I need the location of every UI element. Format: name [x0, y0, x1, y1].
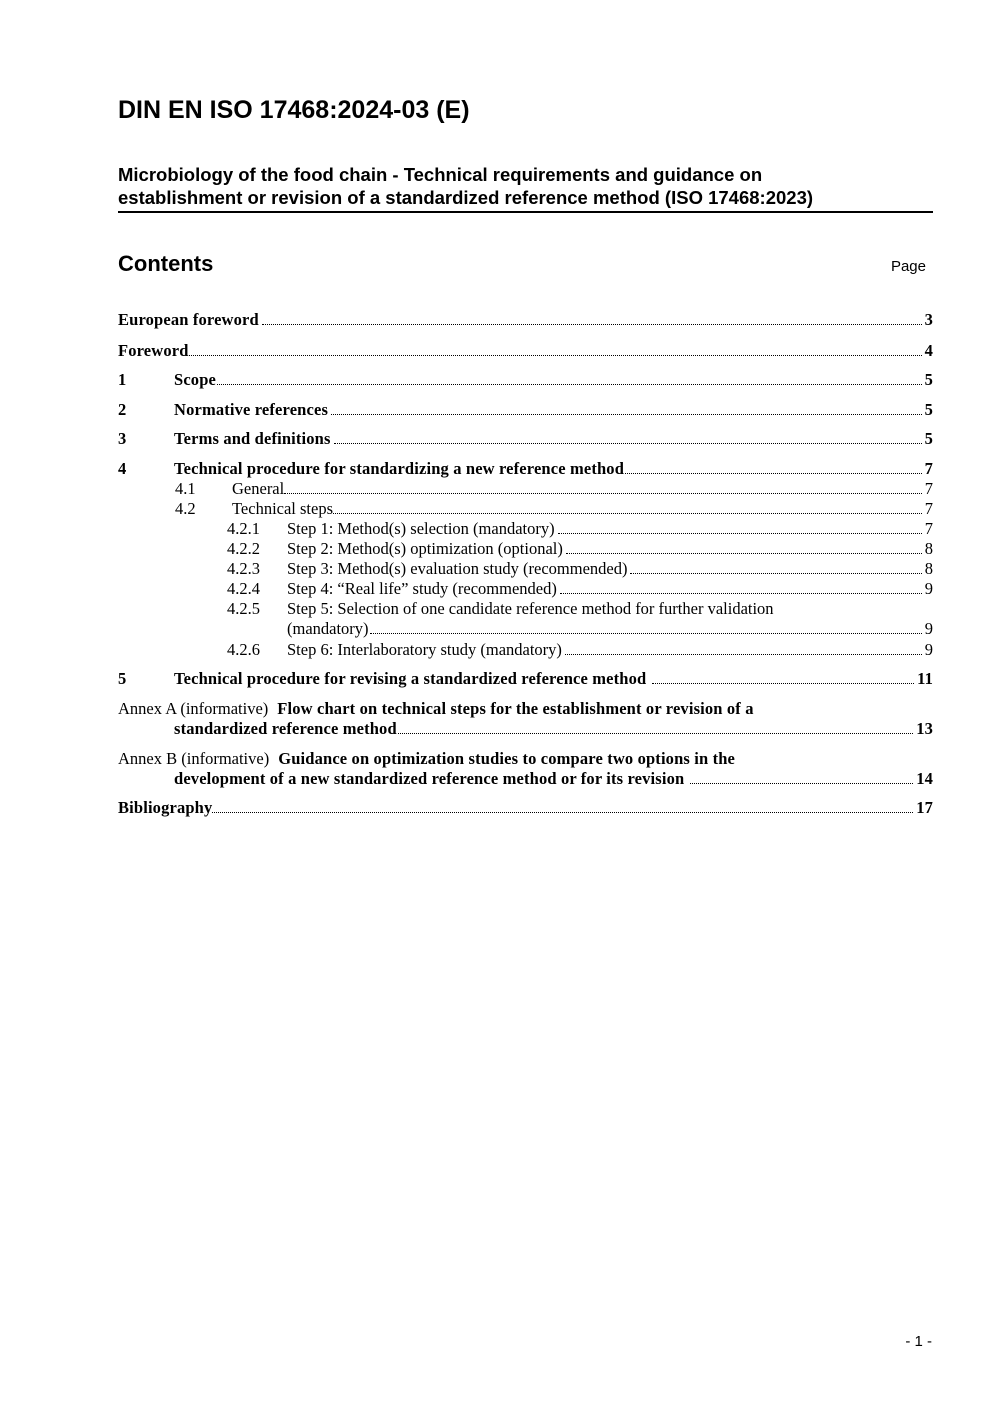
toc-entry-4-2-1[interactable] [118, 519, 933, 539]
toc-title: General [232, 479, 285, 498]
toc-page-number: 14 [916, 769, 933, 788]
toc-leader [398, 733, 913, 734]
toc-title: Foreword [118, 341, 189, 360]
toc-leader [630, 573, 921, 574]
toc-leader [565, 654, 922, 655]
toc-page-number: 4 [924, 341, 933, 360]
toc-leader [189, 355, 922, 356]
toc-number: 4.2.5 [227, 599, 260, 618]
annex-label: Annex A (informative) [118, 699, 269, 718]
toc-entry-4-2[interactable] [118, 499, 933, 519]
contents-heading: Contents [118, 251, 214, 276]
toc-number: 4.2 [175, 499, 196, 518]
toc-entry-4-2-3[interactable] [118, 559, 933, 579]
toc-title: Technical procedure for revising a standardized reference method [174, 669, 647, 688]
toc-number: 4.2.6 [227, 640, 260, 659]
toc-title-line-2: standardized reference method [174, 719, 397, 738]
toc-entry-4-2-2[interactable] [118, 539, 933, 559]
toc-entry-annex-a[interactable] [118, 699, 933, 719]
toc-leader [212, 812, 913, 813]
toc-page-number: 9 [924, 640, 933, 659]
toc-entry-4-2-5-continued[interactable] [118, 619, 933, 639]
toc-leader [558, 533, 922, 534]
toc-title: Step 4: “Real life” study (recommended) [287, 579, 557, 598]
toc-number: 2 [118, 400, 127, 419]
toc-leader [690, 783, 913, 784]
toc-entry-clause-4[interactable] [118, 459, 933, 479]
toc-page-number: 11 [917, 669, 933, 688]
toc-title: Step 1: Method(s) selection (mandatory) [287, 519, 555, 538]
toc-entry-bibliography[interactable] [118, 798, 933, 818]
toc-entry-annex-a-continued[interactable] [118, 719, 933, 739]
toc-title: Scope [174, 370, 216, 389]
annex-label: Annex B (informative) [118, 749, 270, 768]
toc-number: 5 [118, 669, 127, 688]
toc-page-number: 3 [924, 310, 933, 329]
toc-title-line-1: Flow chart on technical steps for the establishment or revision of a [277, 699, 754, 718]
toc-leader [652, 683, 914, 684]
document-subtitle [118, 163, 933, 213]
toc-entry-scope[interactable] [118, 370, 933, 390]
toc-page-number: 7 [924, 519, 933, 538]
toc-number: 4 [118, 459, 127, 478]
toc-leader [370, 633, 922, 634]
toc-number: 1 [118, 370, 127, 389]
toc-page-number: 8 [924, 539, 933, 558]
toc-leader [262, 324, 922, 325]
toc-number: 4.2.4 [227, 579, 260, 598]
toc-leader [331, 414, 922, 415]
toc-leader [334, 443, 922, 444]
toc-entry-4-2-4[interactable] [118, 579, 933, 599]
toc-title-line-2: development of a new standardized reference method or for its revision [174, 769, 685, 788]
toc-entry-4-2-6[interactable] [118, 640, 933, 660]
toc-entry-annex-b-continued[interactable] [118, 769, 933, 789]
toc-leader [560, 593, 922, 594]
page-column-heading: Page [890, 258, 926, 275]
toc-title: European foreword [118, 310, 259, 329]
subtitle-line-1: Microbiology of the food chain - Technical requirements and guidance on [118, 164, 763, 185]
document-identifier: DIN EN ISO 17468:2024-03 (E) [118, 96, 470, 124]
toc-page-number: 7 [924, 479, 933, 498]
toc-title-line-1: Step 5: Selection of one candidate reference method for further validation [287, 599, 774, 618]
toc-title: Step 6: Interlaboratory study (mandatory) [287, 640, 562, 659]
toc-entry-terms-and-definitions[interactable] [118, 429, 933, 449]
toc-leader [217, 384, 922, 385]
toc-title: Bibliography [118, 798, 213, 817]
toc-title: Technical steps [232, 499, 334, 518]
toc-page-number: 7 [924, 459, 933, 478]
toc-number: 4.2.3 [227, 559, 260, 578]
toc-page-number: 5 [924, 429, 933, 448]
toc-page-number: 9 [924, 619, 933, 638]
toc-leader [284, 493, 922, 494]
toc-number: 3 [118, 429, 127, 448]
toc-title: Normative references [174, 400, 329, 419]
table-of-contents [118, 307, 933, 818]
toc-entry-foreword[interactable] [118, 341, 933, 361]
toc-entry-annex-b[interactable] [118, 749, 933, 769]
subtitle-line-2: establishment or revision of a standardized reference method (ISO 17468:2023) [118, 187, 814, 208]
toc-page-number: 17 [916, 798, 933, 817]
toc-page-number: 7 [924, 499, 933, 518]
toc-title-line-1: Guidance on optimization studies to compare two options in the [278, 749, 736, 768]
toc-title: Step 3: Method(s) evaluation study (recommended) [287, 559, 628, 578]
toc-page-number: 9 [924, 579, 933, 598]
toc-number: 4.1 [175, 479, 196, 498]
toc-entry-clause-5[interactable] [118, 669, 933, 689]
toc-page-number: 8 [924, 559, 933, 578]
page-number: - 1 - [905, 1333, 932, 1350]
toc-entry-european-foreword[interactable] [118, 310, 933, 330]
toc-number: 4.2.1 [227, 519, 260, 538]
toc-title-line-2: (mandatory) [287, 619, 369, 638]
toc-page-number: 5 [924, 370, 933, 389]
toc-leader [333, 513, 922, 514]
toc-entry-4-1[interactable] [118, 479, 933, 499]
toc-entry-4-2-5[interactable] [118, 599, 933, 619]
toc-page-number: 13 [916, 719, 933, 738]
toc-leader [566, 553, 922, 554]
toc-entry-normative-references[interactable] [118, 400, 933, 420]
toc-leader [625, 473, 922, 474]
toc-title: Technical procedure for standardizing a new reference method [174, 459, 625, 478]
toc-title: Step 2: Method(s) optimization (optional) [287, 539, 563, 558]
toc-number: 4.2.2 [227, 539, 260, 558]
toc-page-number: 5 [924, 400, 933, 419]
toc-title: Terms and definitions [174, 429, 331, 448]
